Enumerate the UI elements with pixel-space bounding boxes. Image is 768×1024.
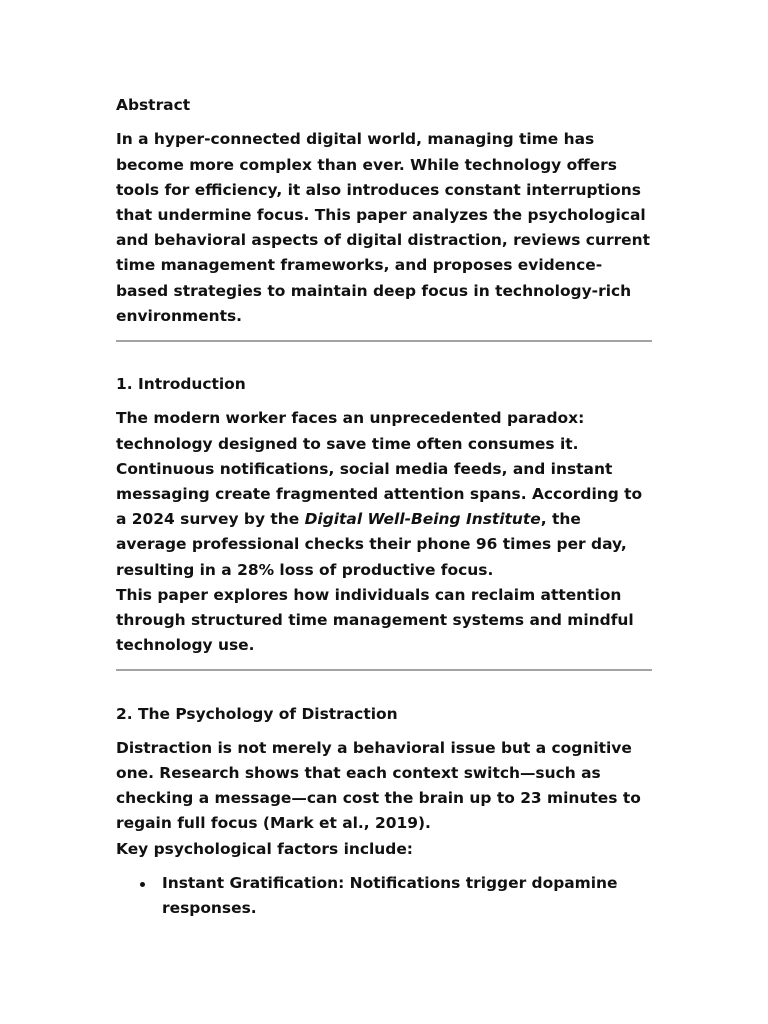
introduction-text-before: The modern worker faces an unprecedented paradox: technology designed to save time often consumes it. Continuous notifications, social media feeds, and instant messaging create fragmented attention spans. According to a 2024 survey by the xyxy=(116,409,643,529)
factor-label: Instant Gratification: xyxy=(162,873,345,892)
section-divider xyxy=(116,669,652,671)
introduction-heading: 1. Introduction xyxy=(116,375,246,394)
document-body xyxy=(116,93,652,921)
psychology-heading: 2. The Psychology of Distraction xyxy=(116,704,398,723)
factor-description: Notifications trigger dopamine responses. xyxy=(162,873,618,917)
factor-list xyxy=(116,871,652,921)
introduction-text-after: , the average professional checks their phone 96 times per day, resulting in a 28% loss of productive focus. xyxy=(116,510,627,579)
bullet-icon xyxy=(140,882,145,887)
institute-name-emphasis: Digital Well-Being Institute xyxy=(304,510,541,529)
factor-item xyxy=(116,871,652,921)
psychology-section xyxy=(116,702,652,921)
introduction-paragraph-2: This paper explores how individuals can reclaim attention through structured time management systems and mindful technology use. xyxy=(116,585,634,655)
introduction-paragraph xyxy=(116,406,652,582)
abstract-heading: Abstract xyxy=(116,96,191,115)
abstract-section xyxy=(116,93,652,329)
psychology-paragraph: Distraction is not merely a behavioral issue but a cognitive one. Research shows that each context switch—such as checking a message—can cost the brain up to 23 minutes to regain full focus (Mark et al., 2019). xyxy=(116,738,641,833)
abstract-text: In a hyper-connected digital world, managing time has become more complex than ever. While technology offers tools for efficiency, it also introduces constant interruptions that undermine focus. This paper analyzes the psychological and behavioral aspects of digital distraction, reviews current time management frameworks, and proposes evidence-based strategies to maintain deep focus in technology-rich environments. xyxy=(116,130,651,325)
section-divider xyxy=(116,340,652,342)
introduction-section xyxy=(116,372,652,658)
factors-intro: Key psychological factors include: xyxy=(116,839,413,858)
